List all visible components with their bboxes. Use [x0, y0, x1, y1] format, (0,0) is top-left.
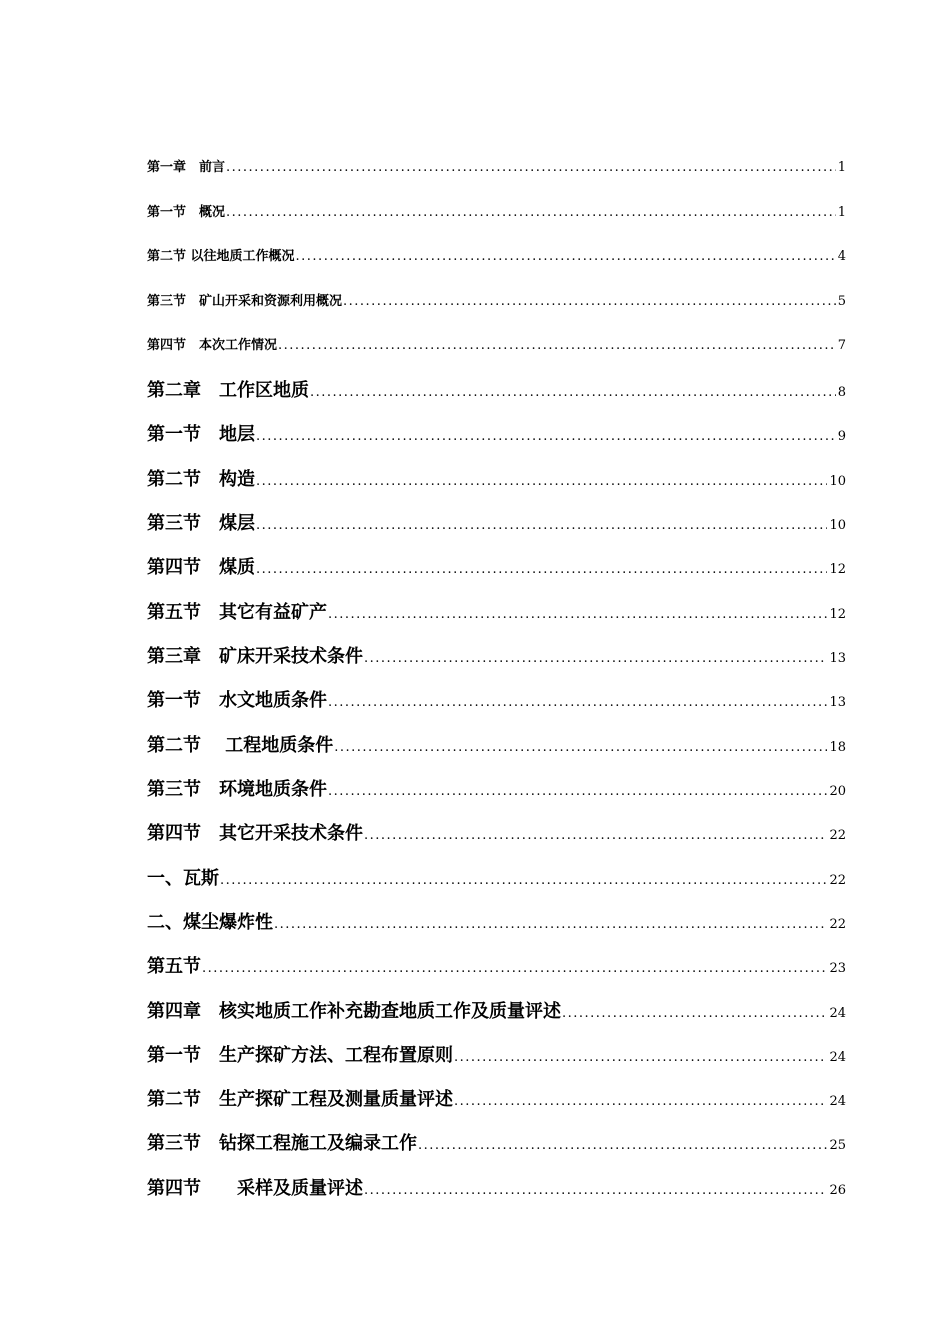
toc-page-number: 10 — [829, 518, 846, 533]
toc-entry[interactable] — [147, 952, 846, 978]
toc-entry-title: 第四节 本次工作情况 — [147, 338, 278, 353]
toc-dot-leader — [328, 695, 827, 710]
toc-entry[interactable] — [147, 908, 846, 934]
toc-dot-leader — [278, 338, 836, 353]
toc-entry[interactable] — [147, 156, 846, 175]
toc-page-number: 9 — [837, 429, 846, 444]
toc-dot-leader — [226, 205, 836, 220]
toc-entry-title: 第二节 以往地质工作概况 — [147, 249, 295, 264]
toc-entry[interactable] — [147, 775, 846, 801]
toc-page-number: 23 — [829, 961, 846, 976]
toc-page-number: 5 — [837, 294, 846, 309]
toc-page-number: 10 — [829, 474, 846, 489]
toc-entry[interactable] — [147, 864, 846, 890]
toc-entry-title: 第一章 前言 — [147, 160, 226, 175]
toc-page-number: 13 — [829, 651, 846, 666]
toc-page-number: 24 — [829, 1006, 846, 1021]
toc-page-number: 12 — [829, 607, 846, 622]
toc-entry-title: 第三章 矿床开采技术条件 — [147, 646, 363, 667]
toc-page-number: 13 — [829, 695, 846, 710]
toc-dot-leader — [454, 1094, 827, 1109]
toc-dot-leader — [256, 518, 827, 533]
toc-entry-title: 第四节 其它开采技术条件 — [147, 823, 363, 844]
toc-entry[interactable] — [147, 420, 846, 446]
toc-entry-title: 第四节 采样及质量评述 — [147, 1178, 363, 1199]
toc-entry[interactable] — [147, 1129, 846, 1155]
toc-entry-title: 第四节 煤质 — [147, 557, 255, 578]
toc-entry-title: 第二节 生产探矿工程及测量质量评述 — [147, 1089, 453, 1110]
toc-dot-leader — [202, 961, 827, 976]
toc-page-number: 18 — [829, 740, 846, 755]
toc-dot-leader — [364, 1183, 827, 1198]
toc-entry[interactable] — [147, 1085, 846, 1111]
toc-dot-leader — [256, 474, 827, 489]
toc-entry-title: 第三节 煤层 — [147, 513, 255, 534]
toc-entry[interactable] — [147, 1041, 846, 1067]
toc-dot-leader — [328, 784, 827, 799]
toc-page-number: 12 — [829, 562, 846, 577]
toc-entry[interactable] — [147, 509, 846, 535]
toc-entry[interactable] — [147, 201, 846, 220]
toc-entry-title: 第三节 矿山开采和资源利用概况 — [147, 294, 343, 309]
toc-page-number: 20 — [829, 784, 846, 799]
toc-dot-leader — [220, 873, 827, 888]
toc-entry-title: 第五节 其它有益矿产 — [147, 602, 327, 623]
toc-entry[interactable] — [147, 334, 846, 353]
toc-entry-title: 一、瓦斯 — [147, 868, 219, 889]
toc-dot-leader — [343, 294, 836, 309]
toc-dot-leader — [274, 917, 827, 932]
toc-entry[interactable] — [147, 819, 846, 845]
toc-dot-leader — [256, 562, 827, 577]
toc-dot-leader — [418, 1138, 827, 1153]
toc-entry[interactable] — [147, 376, 846, 402]
toc-entry[interactable] — [147, 1174, 846, 1200]
toc-dot-leader — [226, 160, 836, 175]
toc-page-number: 1 — [837, 160, 846, 175]
toc-entry-title: 第四章 核实地质工作补充勘查地质工作及质量评述 — [147, 1001, 561, 1022]
toc-entry[interactable] — [147, 290, 846, 309]
toc-entry[interactable] — [147, 686, 846, 712]
toc-entry[interactable] — [147, 553, 846, 579]
toc-page-number: 4 — [837, 249, 846, 264]
toc-page-number: 22 — [829, 828, 846, 843]
toc-entry[interactable] — [147, 465, 846, 491]
toc-page-number: 26 — [829, 1183, 846, 1198]
toc-entry-title: 第五节 — [147, 956, 201, 977]
toc-dot-leader — [296, 249, 836, 264]
toc-entry[interactable] — [147, 731, 846, 757]
toc-page-number: 25 — [829, 1138, 846, 1153]
toc-entry[interactable] — [147, 642, 846, 668]
toc-page-number: 24 — [829, 1094, 846, 1109]
toc-page-number: 22 — [829, 873, 846, 888]
toc-entry-title: 第三节 钻探工程施工及编录工作 — [147, 1133, 417, 1154]
toc-entry[interactable] — [147, 245, 846, 264]
toc-dot-leader — [256, 429, 836, 444]
toc-entry-title: 第一节 生产探矿方法、工程布置原则 — [147, 1045, 453, 1066]
toc-dot-leader — [310, 385, 836, 400]
table-of-contents — [147, 0, 846, 1344]
toc-page-number: 22 — [829, 917, 846, 932]
toc-entry-title: 第二节 构造 — [147, 469, 255, 490]
toc-dot-leader — [364, 651, 827, 666]
toc-entry-title: 第二节 工程地质条件 — [147, 735, 334, 756]
toc-entry-title: 第二章 工作区地质 — [147, 380, 309, 401]
toc-dot-leader — [364, 828, 827, 843]
toc-entry[interactable] — [147, 598, 846, 624]
toc-entry-title: 二、煤尘爆炸性 — [147, 912, 273, 933]
toc-page-number: 8 — [837, 385, 846, 400]
toc-entry-title: 第一节 概况 — [147, 205, 226, 220]
toc-entry-title: 第三节 环境地质条件 — [147, 779, 327, 800]
toc-dot-leader — [562, 1006, 827, 1021]
toc-dot-leader — [328, 607, 827, 622]
toc-dot-leader — [454, 1050, 827, 1065]
toc-entry[interactable] — [147, 997, 846, 1023]
toc-dot-leader — [334, 740, 827, 755]
toc-page-number: 1 — [837, 205, 846, 220]
toc-page-number: 7 — [837, 338, 846, 353]
toc-page-number: 24 — [829, 1050, 846, 1065]
toc-entry-title: 第一节 地层 — [147, 424, 255, 445]
toc-entry-title: 第一节 水文地质条件 — [147, 690, 327, 711]
